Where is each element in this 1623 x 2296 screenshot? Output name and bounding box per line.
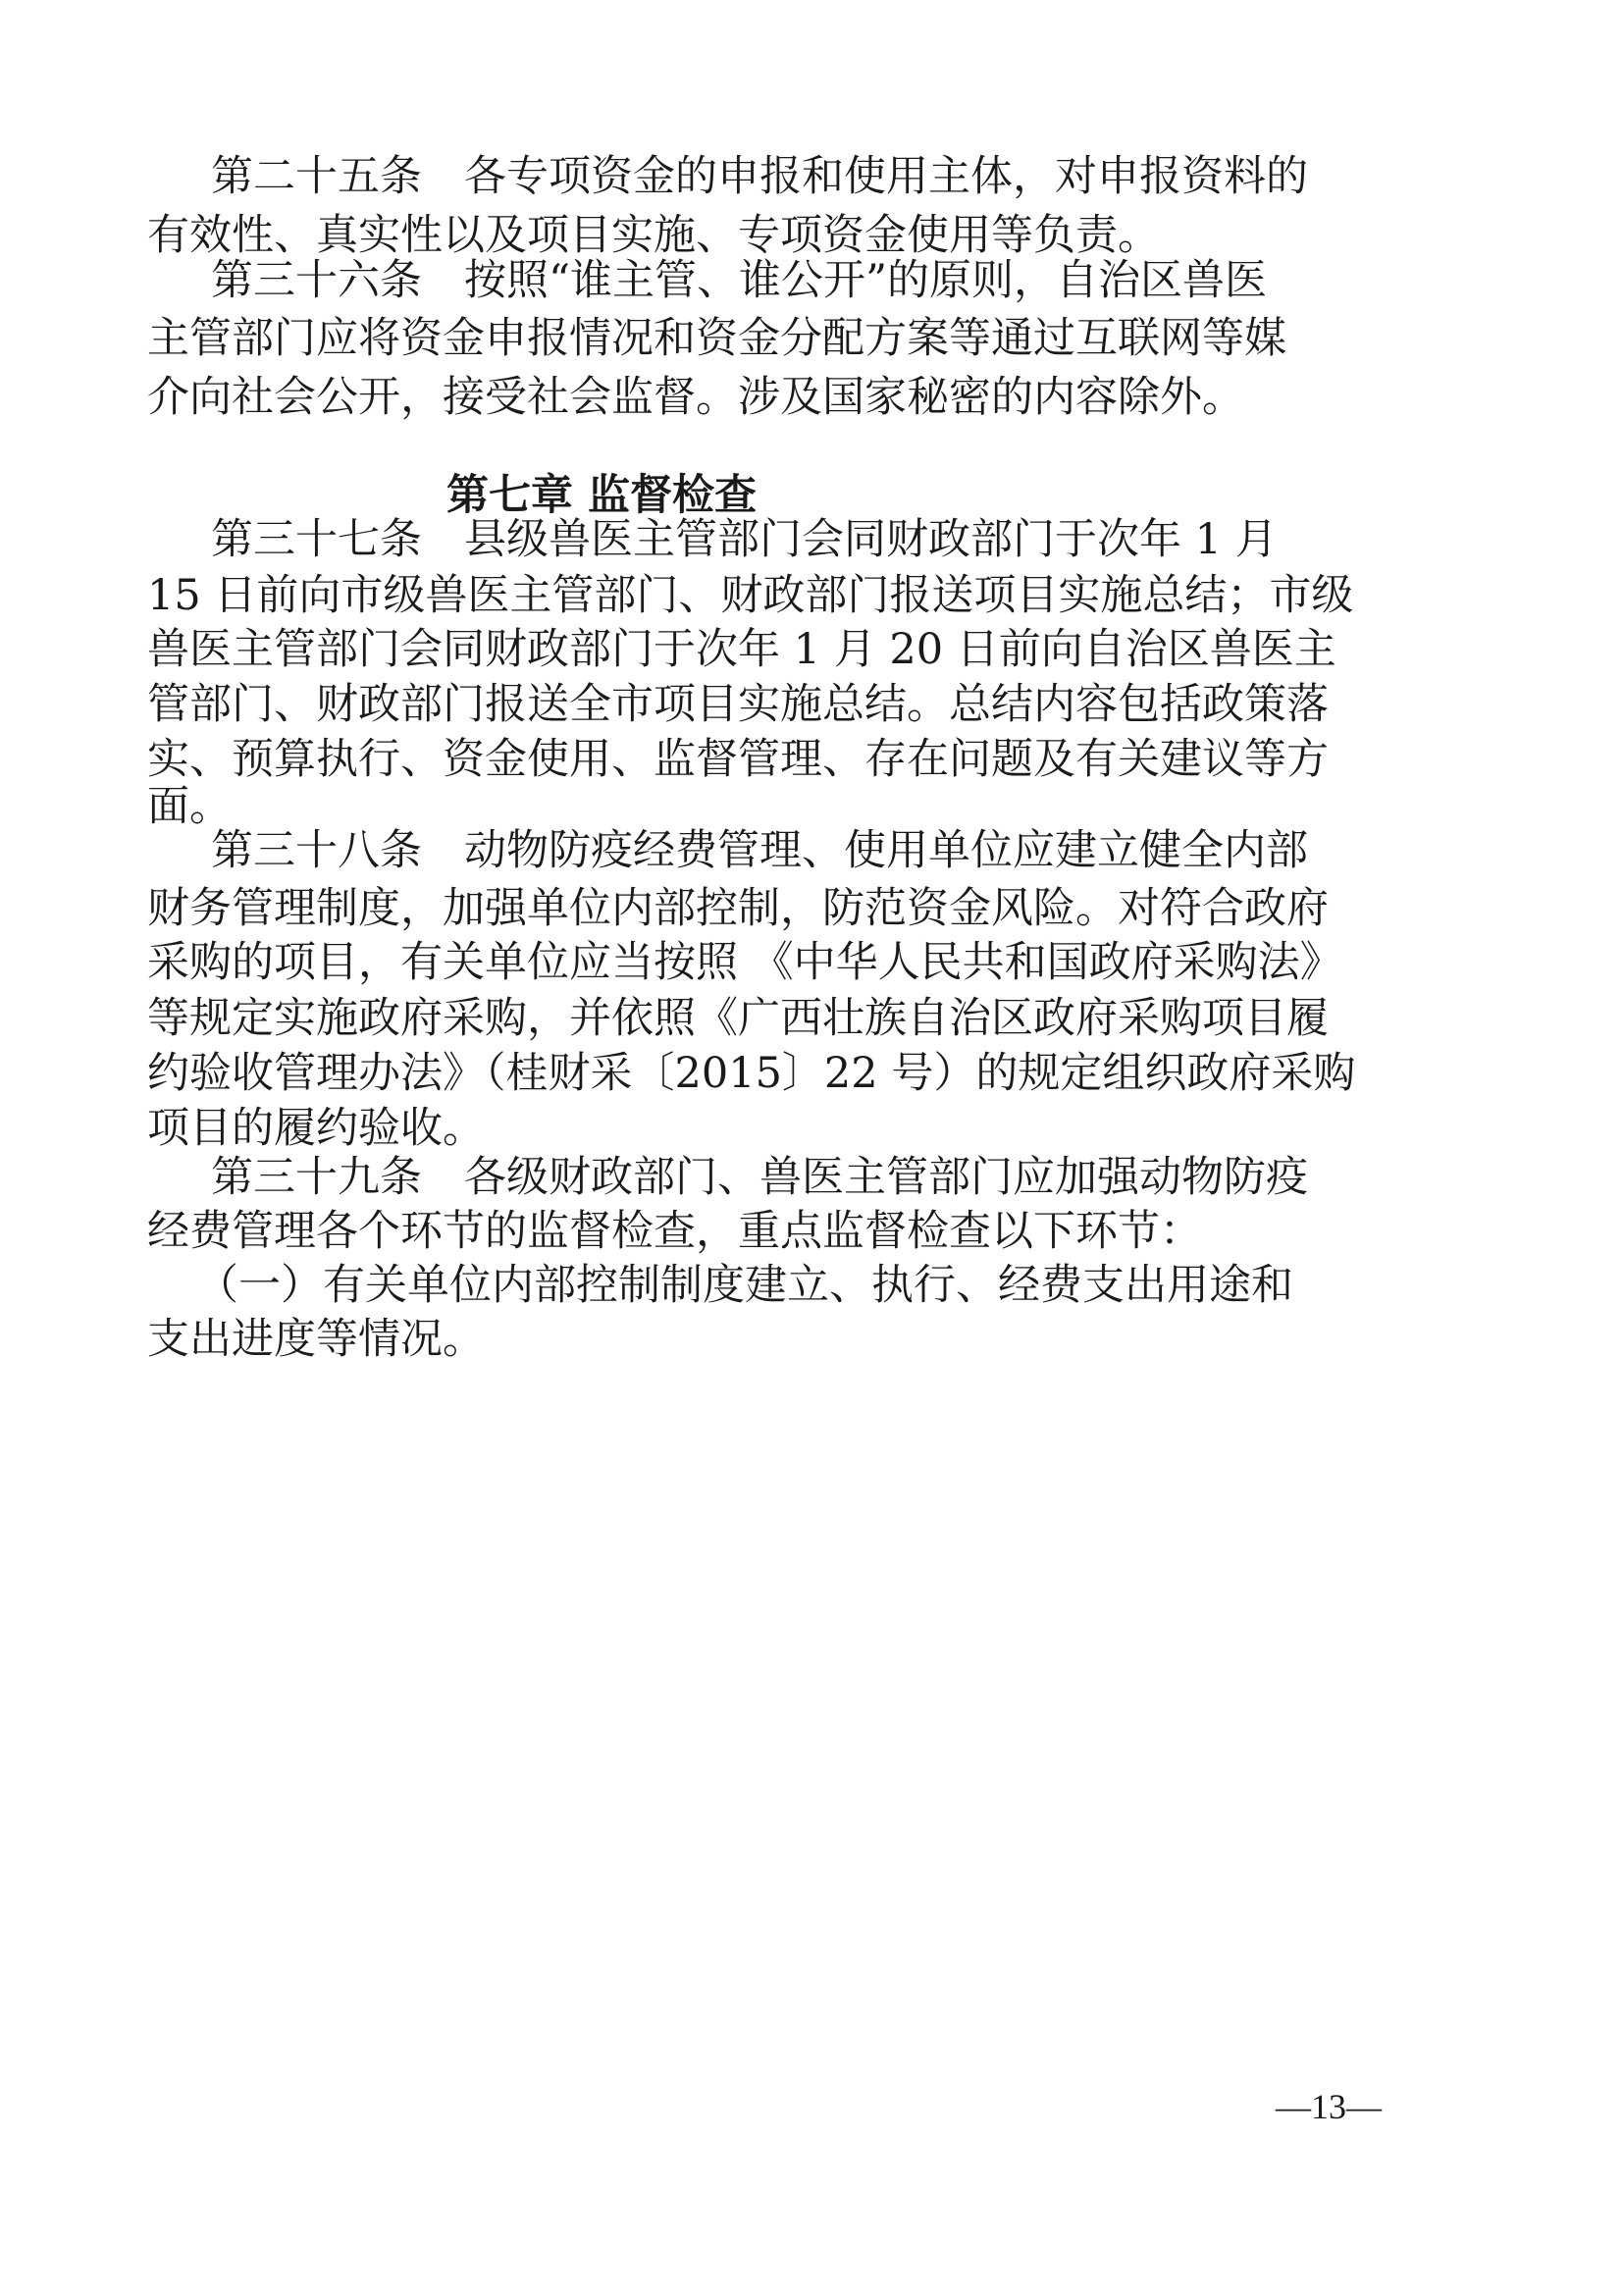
text: 兽医主管部门会同财政部门于次年 1 月 20 日前向自治区兽医主 [147, 625, 1336, 674]
text: 财务管理制度，加强单位内部控制，防范资金风险。对符合政府 [147, 884, 1329, 933]
text: 等规定实施政府采购，并依照《广西壮族自治区政府采购项目履 [147, 994, 1329, 1043]
article-39-line-2 [0, 1202, 1623, 1261]
text: 项目的履约验收。 [147, 1104, 485, 1153]
article-36-line-2 [0, 309, 1623, 368]
article-36-line-1 [0, 251, 1623, 310]
article-39-line-1 [0, 1148, 1623, 1207]
article-38-line-3 [0, 933, 1623, 992]
text: 管部门、财政部门报送全市项目实施总结。总结内容包括政策落 [147, 680, 1329, 729]
article-38-line-5 [0, 1044, 1623, 1103]
text: 采购的项目，有关单位应当按照 《中华人民共和国政府采购法》 [147, 938, 1342, 987]
text: 约验收管理办法》（桂财采〔2015〕22 号）的规定组织政府采购 [147, 1049, 1356, 1098]
article-38-line-4 [0, 989, 1623, 1048]
page-number: —13— [1276, 2087, 1382, 2126]
text: 15 日前向市级兽医主管部门、财政部门报送项目实施总结；市级 [147, 571, 1354, 620]
item-1-line-2 [0, 1310, 1623, 1369]
article-25-line-1 [0, 147, 1623, 206]
text: 实、预算执行、资金使用、监督管理、存在问题及有关建议等方 [147, 735, 1329, 784]
text: 第三十六条 按照“谁主管、谁公开”的原则，自治区兽医 [211, 256, 1267, 305]
text: （一）有关单位内部控制制度建立、执行、经费支出用途和 [196, 1261, 1293, 1310]
text: 第三十九条 各级财政部门、兽医主管部门应加强动物防疫 [211, 1153, 1308, 1202]
article-37-line-1 [0, 510, 1623, 569]
text: 经费管理各个环节的监督检查，重点监督检查以下环节： [147, 1207, 1202, 1256]
article-37-line-2 [0, 566, 1623, 625]
text: 第三十七条 县级兽医主管部门会同财政部门于次年 1 月 [211, 515, 1278, 564]
article-36-line-3 [0, 368, 1623, 427]
text: 第三十八条 动物防疫经费管理、使用单位应建立健全内部 [211, 826, 1308, 875]
text: 第二十五条 各专项资金的申报和使用主体，对申报资料的 [211, 152, 1308, 201]
article-37-line-3 [0, 620, 1623, 679]
text: 面。 [147, 782, 232, 831]
text: 有效性、真实性以及项目实施、专项资金使用等负责。 [147, 211, 1160, 260]
item-1-line-1 [0, 1256, 1623, 1315]
article-38-line-2 [0, 879, 1623, 938]
article-38-line-1 [0, 821, 1623, 880]
text: 介向社会公开，接受社会监督。涉及国家秘密的内容除外。 [147, 373, 1244, 422]
text: 支出进度等情况。 [147, 1315, 485, 1364]
chapter-title: 第七章 监督检查 [446, 471, 757, 520]
article-37-line-4 [0, 675, 1623, 734]
text: 主管部门应将资金申报情况和资金分配方案等通过互联网等媒 [147, 314, 1286, 363]
